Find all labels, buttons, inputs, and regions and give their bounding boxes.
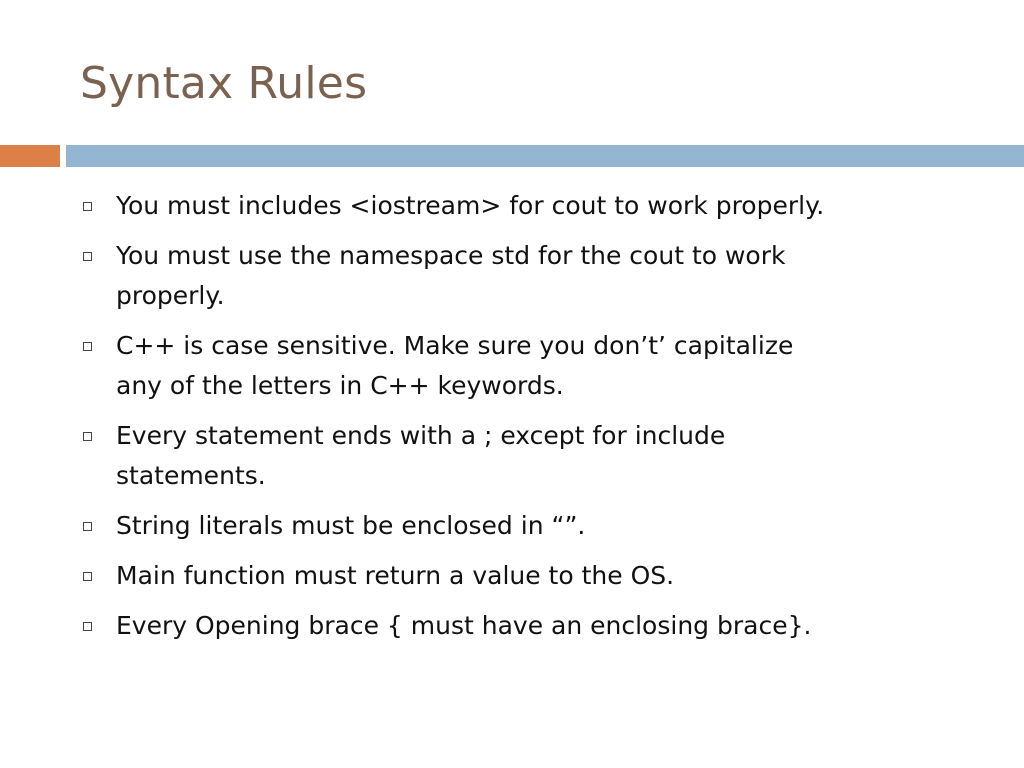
square-bullet-icon xyxy=(80,506,116,546)
bullet-text: Every statement ends with a ; except for include statements. xyxy=(116,421,726,490)
list-item xyxy=(80,186,980,226)
list-item xyxy=(80,506,980,546)
square-bullet-icon xyxy=(80,606,116,646)
list-item xyxy=(80,556,980,596)
square-bullet-icon xyxy=(80,186,116,226)
square-bullet-icon xyxy=(80,326,116,366)
bullet-text: Main function must return a value to the OS. xyxy=(116,561,675,590)
bullet-text: You must includes <iostream> for cout to work properly. xyxy=(116,191,825,220)
list-item xyxy=(80,416,980,496)
square-bullet-icon xyxy=(80,416,116,456)
bullet-text: Every Opening brace { must have an enclosing brace}. xyxy=(116,611,812,640)
square-bullet-icon xyxy=(80,556,116,596)
list-item xyxy=(80,606,980,646)
bullet-text: You must use the namespace std for the cout to work properly. xyxy=(116,241,786,310)
accent-bar-orange xyxy=(0,145,60,167)
bullet-list xyxy=(80,186,980,656)
slide-title: Syntax Rules xyxy=(80,58,368,109)
bullet-text: String literals must be enclosed in “”. xyxy=(116,511,586,540)
square-bullet-icon xyxy=(80,236,116,276)
list-item xyxy=(80,236,980,316)
accent-bar-blue xyxy=(66,145,1024,167)
list-item xyxy=(80,326,980,406)
bullet-text: C++ is case sensitive. Make sure you don’t’ capitalize any of the letters in C++ keywords. xyxy=(116,331,794,400)
